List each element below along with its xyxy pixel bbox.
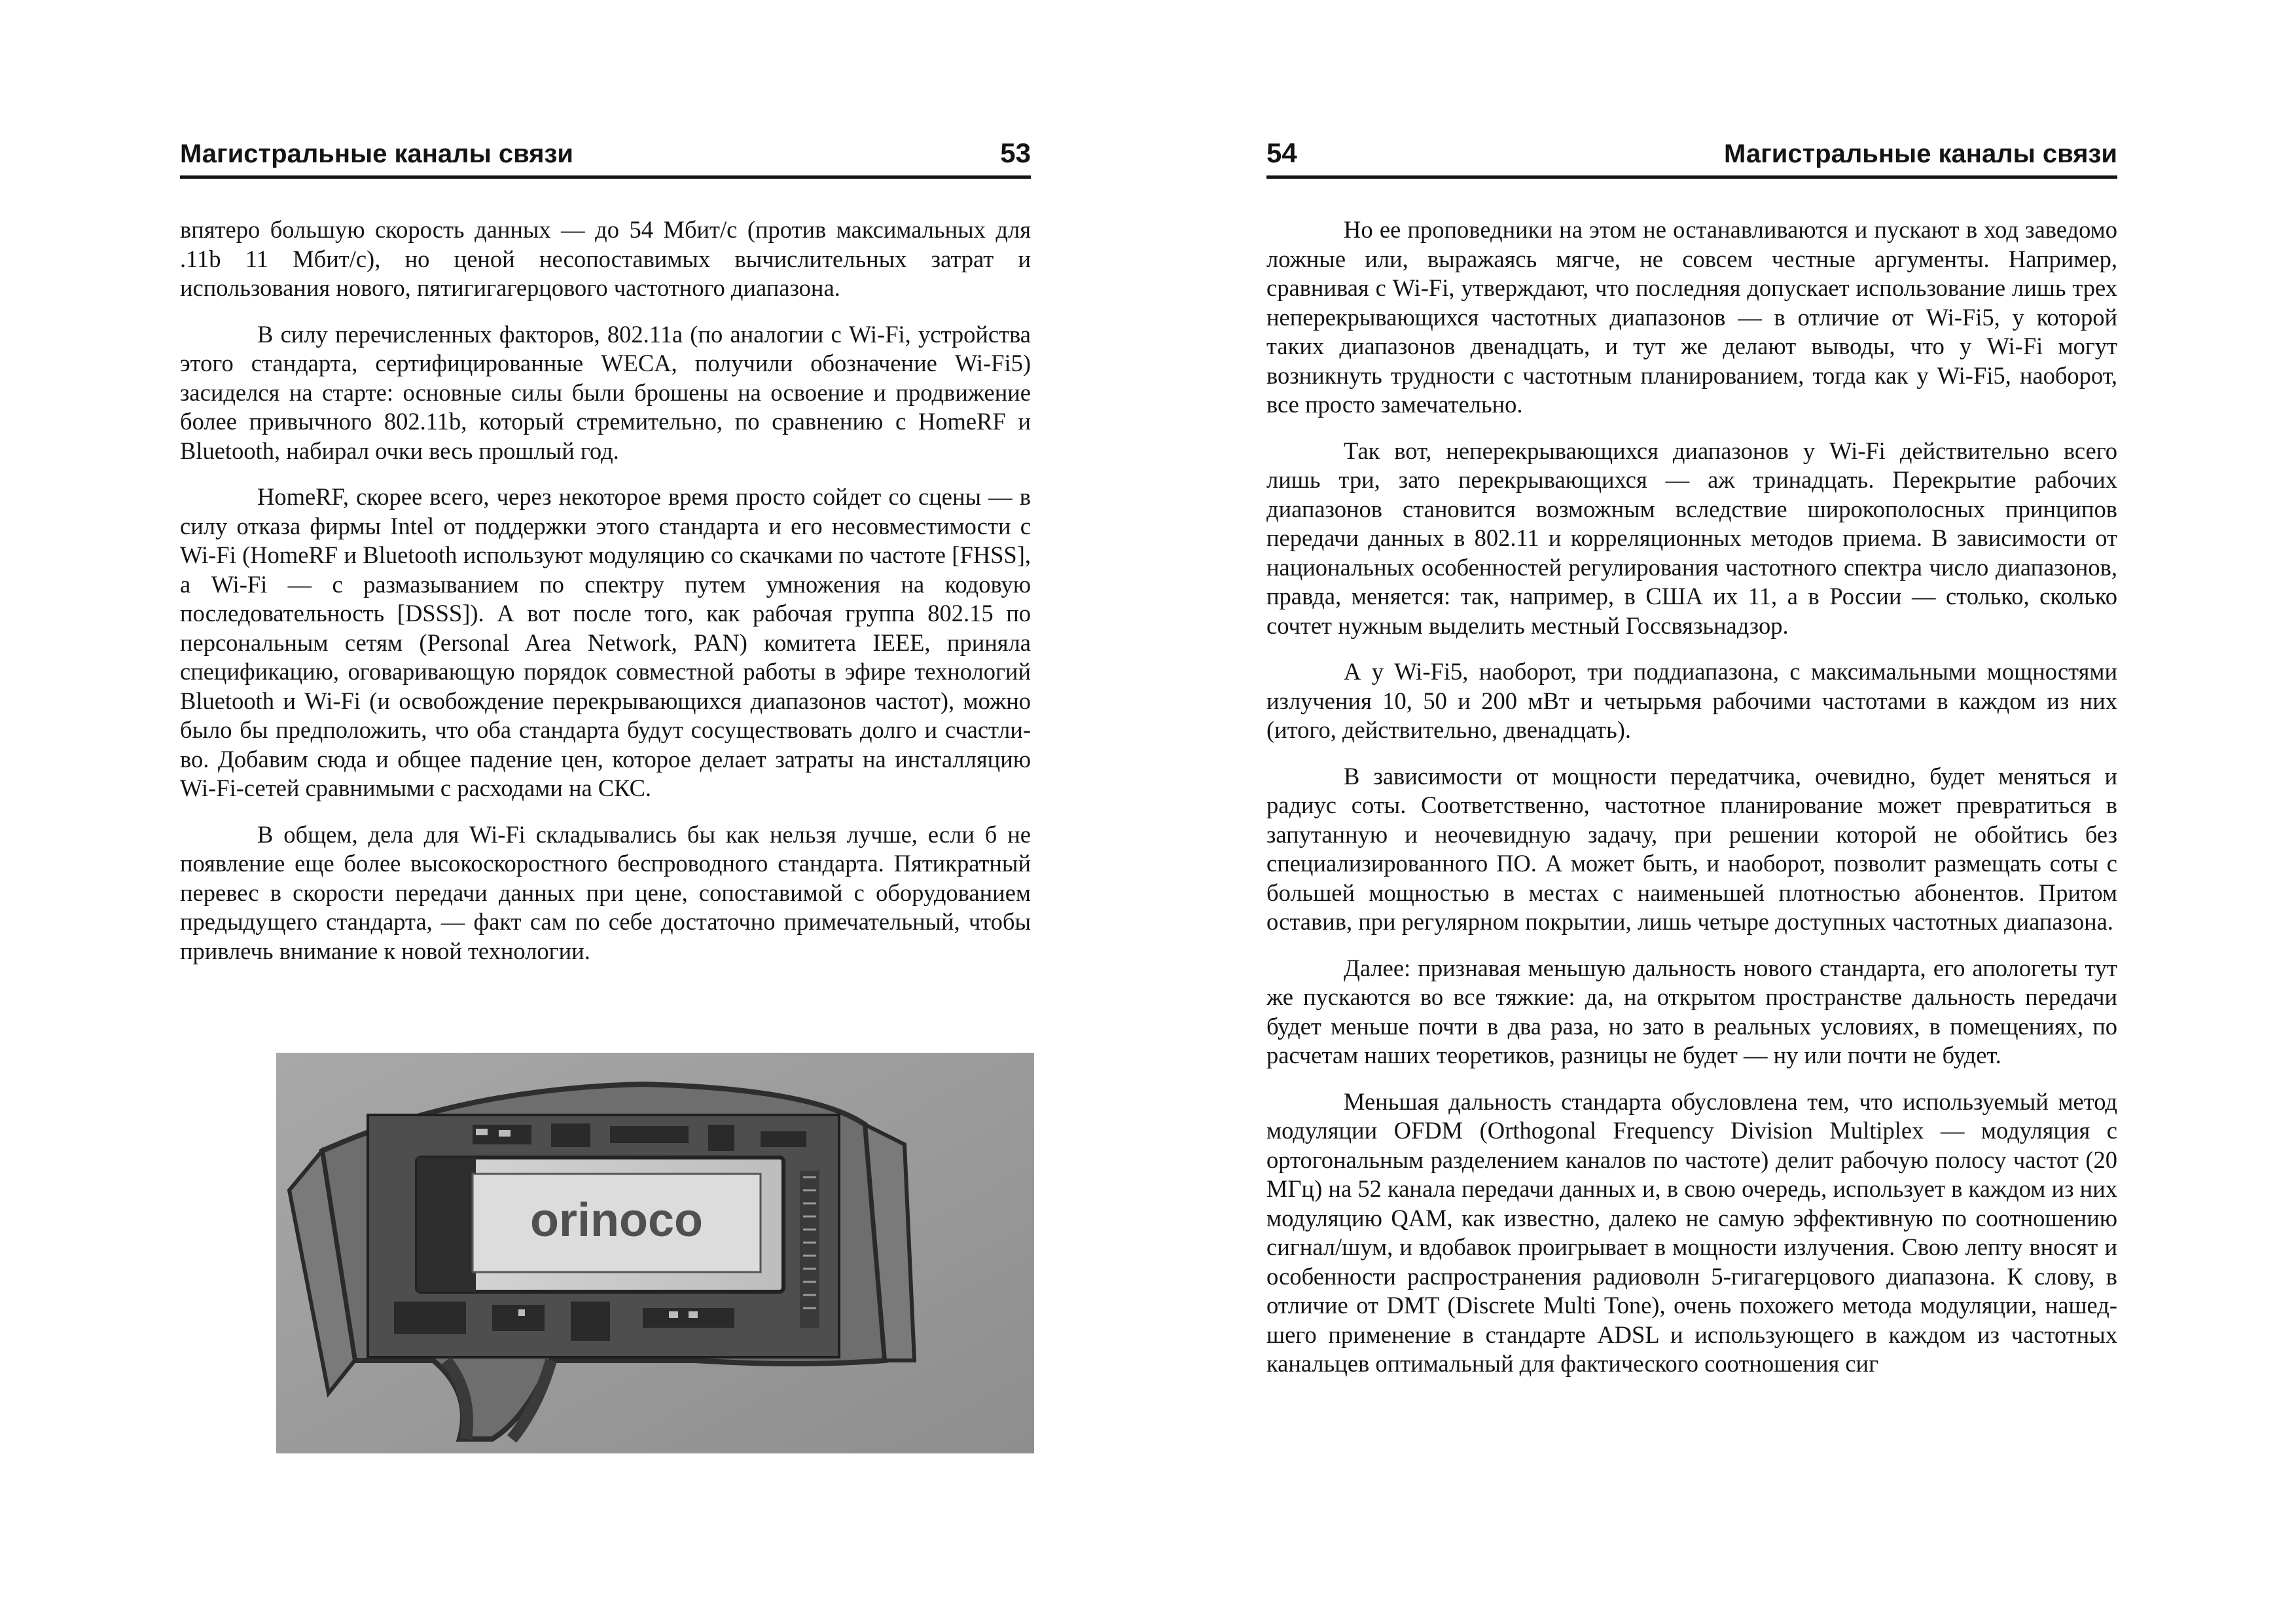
right-page [1266,131,2117,1396]
right-paragraph-3: А у Wi-Fi5, наоборот, три поддиапазона, с максимальными мощностями излучения 10, 50 и 200 мВт и четырьмя рабочими частотами в каждом из них (итого, действительно, двенадцать). [1266,658,2117,743]
right-paragraph-2: Так вот, неперекрывающихся диапазонов у Wi-Fi действительно всего лишь три, зато перекрывающихся — аж тринадцать. Перекрытие рабочих диапазонов становится возможным вследствие широкополосных принципов передачи данных в 802.11 и корреляционных методов приема. В зависимости от национальных особенностей регулирования частотного спектра число диапазонов, правда, меняется: так, например, в США их 11, а в России — столько, сколько сочтет нужным выделить местный Госсвязьнадзор. [1266,437,2117,639]
left-running-title: Магистральные каналы связи [180,139,573,168]
orinoco-card-label: orinoco [530,1194,703,1247]
right-running-head [1266,131,2117,179]
right-page-number: 54 [1266,137,1297,168]
right-paragraph-1: Но ее проповедники на этом не останавливаются и пускают в ход заведомо ложные или, выражаясь мягче, не совсем честные аргументы. Например, сравнивая с Wi-Fi, утверждают, что последняя допускает использование лишь трех неперекрывающихся частотных диапазонов — в отличие от Wi-Fi5, у которой таких диапазонов двенадцать, и тут же делают выводы, что у Wi-Fi могут возникнуть трудности с частотным планированием, тогда как у Wi-Fi5, наоборот, все просто замечательно. [1266,216,2117,418]
left-paragraph-4: В общем, дела для Wi-Fi складывались бы как нельзя лучше, если б не появление еще более высокоскоростного беспроводного стандарта. Пятикратный перевес в скорости передачи данных при цене, сопоставимой с оборудованием предыдущего стандарта, — факт сам по себе достаточно примечательный, чтобы привлечь внимание к новой технологии. [180,820,1031,964]
left-body-text [180,179,1031,966]
right-paragraph-4: В зависимости от мощности передатчика, очевидно, будет меняться и радиус соты. Соответственно, частотное планирование может превратиться в запутанную и неочевидную задачу, при решении которой не обойтись без специализированного ПО. А может быть, и наоборот, позволит размещать соты с большей мощностью в местах с наименьшей плотностью абонентов. Притом оставив, при регулярном покрытии, лишь четыре доступных частотных диапазона. [1266,762,2117,935]
left-paragraph-2: В силу перечисленных факторов, 802.11a (по аналогии с Wi-Fi, устройства этого стандарта, сертифицированные WECA, получили обозначение Wi-Fi5) засиделся на старте: основные силы были брошены на освоение и продвижение более привычного 802.11b, который стремительно, по сравнению с HomeRF и Bluetooth, набирал очки весь прошлый год. [180,320,1031,464]
right-body-text [1266,179,2117,1379]
left-page [180,131,1031,1247]
left-paragraph-1: впятеро большую скорость данных — до 54 Мбит/с (против максимальных для .11b 11 Мбит/с), но ценой несопоставимых вычислительных затрат и использования нового, пятигигагерцового частотного диапазона. [180,216,1031,301]
right-paragraph-5: Далее: признавая меньшую дальность нового стандарта, его апологеты тут же пускаются во все тяжкие: да, на открытом пространстве дальность передачи будет меньше почти в два раза, но зато в реальных условиях, в помещениях, по расчетам наших теоретиков, разницы не будет — ну или почти не будет. [1266,954,2117,1068]
right-paragraph-6: Меньшая дальность стандарта обусловлена тем, что используемый метод модуляции OFDM (Orthogonal Frequency Division Multiplex — модуляция с ортогональным разделением каналов по частоте) делит рабочую полосу частот (20 МГц) на 52 канала передачи данных и, в свою очередь, использует в каждом из них модуляцию QAM, как известно, далеко не самую эффективную по соотношению сигнал/шум, и вдобавок проигрывает в мощности излучения. Свою лепту вносят и особенности распространения радиоволн 5-гигагерцового диапазона. К слову, в отличие от DMT (Discrete Multi Tone), очень похожего метода модуляции, нашедшего применение в стандарте ADSL и использующего в каждом из частотных канальцев оптимальный для фактического соотношения сиг [1266,1087,2117,1377]
right-running-title: Магистральные каналы связи [1724,139,2117,168]
left-paragraph-3: HomeRF, скорее всего, через некоторое время просто сойдет со сцены — в силу отказа фирмы Intel от поддержки этого стандарта и его несовместимости с Wi-Fi (HomeRF и Bluetooth используют модуляцию со скачками по частоте [FHSS], а Wi-Fi — с размазыванием по спектру путем умножения на кодовую последовательность [DSSS]). А вот после того, как рабочая группа 802.15 по персональным сетям (Personal Area Network, PAN) комитета IEEE, приняла спецификацию, оговаривающую порядок совместной работы в эфире технологий Bluetooth и Wi-Fi (и освобождение перекрывающихся диапазонов частот), можно было бы предположить, что оба стандарта будут сосуществовать долго и счастливо. Добавим сюда и общее падение цен, которое делает затраты на инсталляцию Wi-Fi-сетей сравнимыми с расходами на СКС. [180,483,1031,801]
orinoco-card-photo [276,1053,1034,1453]
left-running-head [180,131,1031,179]
left-page-number: 53 [1000,137,1031,168]
